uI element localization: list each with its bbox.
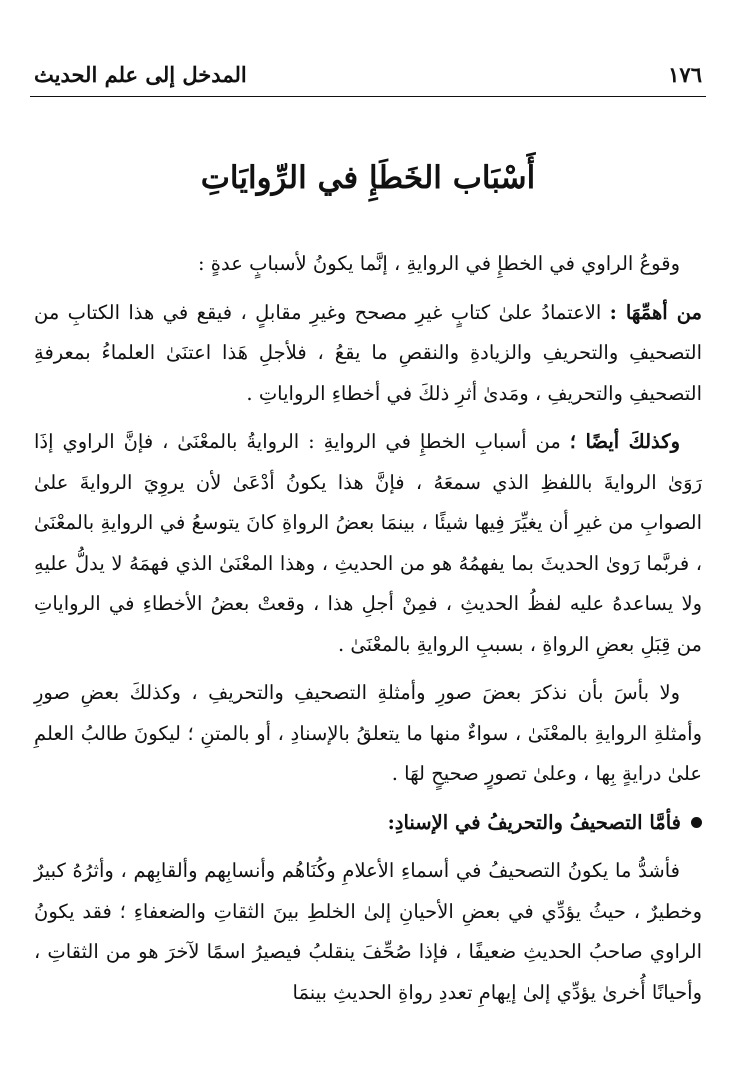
body-text <box>34 244 702 1021</box>
chapter-title: أَسْبَاب الخَطَإِ في الرِّوايَاتِ <box>200 160 536 196</box>
paragraph-intro: وقوعُ الراوي في الخطإِ في الروايةِ ، إنَّما يكونُ لأسبابٍ عدةٍ : <box>198 252 680 275</box>
running-header <box>34 56 702 92</box>
page-number: ١٧٦ <box>668 61 702 87</box>
paragraph-text: من أسبابِ الخطإِ في الروايةِ : الروايةُ بالمعْنَىٰ ، فإنَّ الراوي إذَا رَوَىٰ الروايةَ باللفظِ الذي سمعَهُ ، فإنَّ هذا يكونُ أدْعَىٰ لأن يروِيَ الروايةَ علىٰ الصوابِ من غيرِ أن يغيِّرَ فِيها شيئًا ، بينمَا بعضُ الرواةِ كانَ يتوسعُ في الروايةِ بالمعْنَىٰ ، فربَّما رَوىٰ الحديثَ بما يفهمُهُ هو من الحديثِ ، وهذا المعْنَىٰ الذي فهمَهُ لا يدلُّ عليهِ ولا يساعدهُ عليه لفظُ الحديثِ ، فمِنْ أجلِ هذا ، وقعتْ بعضُ الأخطاءِ في الرواياتِ من قِبَلِ بعضِ الرواةِ ، بسببِ الروايةِ بالمعْنَىٰ . <box>34 430 703 656</box>
paragraph-second-cause <box>34 422 702 665</box>
bullet-icon <box>691 817 702 828</box>
book-title: المدخل إلى علم الحديث <box>34 61 247 87</box>
paragraph-text: الاعتمادُ علىٰ كتابٍ غيرِ مصحح وغيرِ مقابلٍ ، فيقع في هذا الكتابِ من التصحيفِ والتحريفِ والزيادةِ والنقصِ ما يقعُ ، فلأجلِ هَذا اعتنَىٰ العلماءُ بمعرفةِ التصحيفِ والتحريفِ ، ومَدىٰ أثرِ ذلكَ في أخطاءِ الرواياتِ . <box>34 300 702 405</box>
section-heading-isnad <box>34 803 702 844</box>
paragraph-tashif: فأشدُّ ما يكونُ التصحيفُ في أسماءِ الأعلامِ وكُنَاهُم وأنسابِهم وألقابِهم ، وأثرُهُ كبيرٌ وخطيرٌ ، حيثُ يؤدِّي في بعضِ الأحيانِ إلىٰ الخلطِ بينَ الثقاتِ والضعفاءِ ؛ فقد يكونُ الراوي صاحبُ الحديثِ ضعيفًا ، فإذا صُحِّفَ ينقلبُ فيصيرُ اسمًا لآخرَ هو من الثقاتِ ، وأحيانًا أُخرىٰ يؤدِّي إلىٰ إيهامِ تعددِ رواةِ الحديثِ بينمَا <box>34 859 702 1004</box>
paragraph-examples: ولا بأسَ بأن نذكرَ بعضَ صورِ وأمثلةِ التصحيفِ والتحريفِ ، وكذلكَ بعضِ صورِ وأمثلةِ الروايةِ بالمعْنَىٰ ، سواءٌ منها ما يتعلقُ بالإسنادِ ، أو بالمتنِ ؛ ليكونَ طالبُ العلمِ علىٰ درايةٍ بِها ، وعلىٰ تصورٍ صحيحٍ لهَا . <box>34 681 702 785</box>
paragraph-lead: من أهمِّهَا : <box>609 300 702 324</box>
paragraph-first-cause <box>34 293 702 415</box>
section-heading-text: فأمَّا التصحيفُ والتحريفُ في الإسنادِ: <box>387 810 681 834</box>
header-rule <box>30 96 706 97</box>
paragraph-lead: وكذلكَ أيضًا ؛ <box>569 430 680 453</box>
